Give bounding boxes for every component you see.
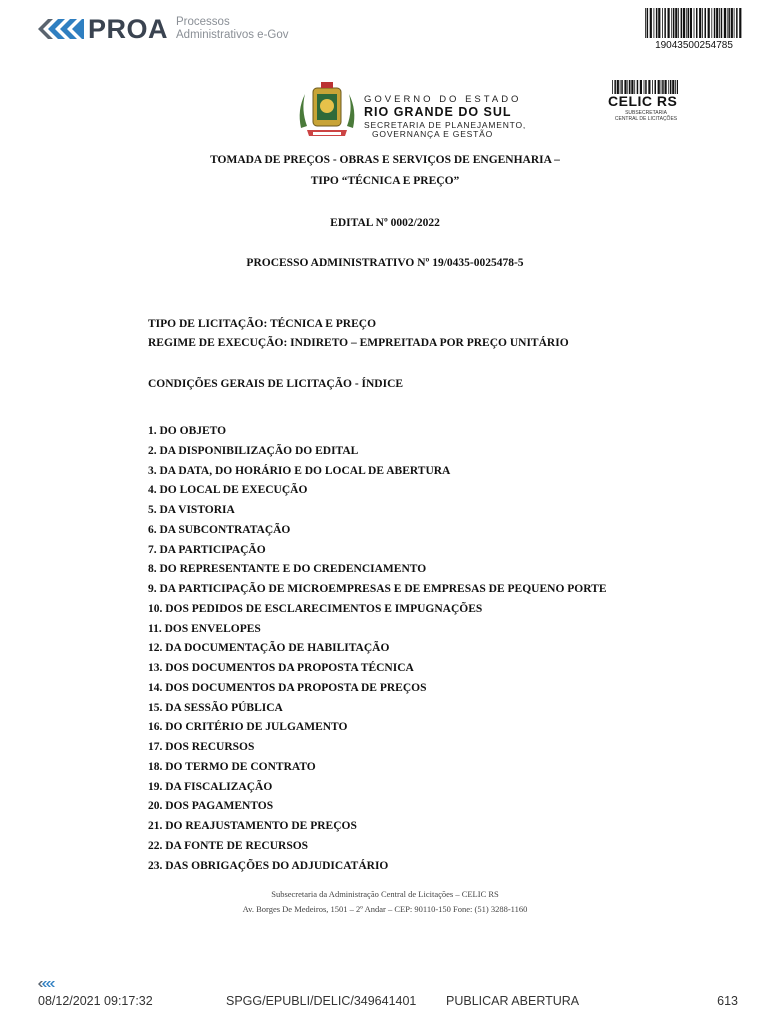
toc-item: 7. DA PARTICIPAÇÃO [148,543,266,556]
rs-crest-icon [295,80,359,142]
toc-item: 13. DOS DOCUMENTOS DA PROPOSTA TÉCNICA [148,662,414,674]
edital-number: EDITAL Nº 0002/2022 [330,217,440,229]
toc-item: 5. DA VISTORIA [148,504,235,516]
toc-item: 11. DOS ENVELOPES [148,622,261,635]
processo-number: PROCESSO ADMINISTRATIVO Nº 19/0435-0025478-5 [246,257,524,269]
toc-item: 15. DA SESSÃO PÚBLICA [148,701,283,714]
toc-item: 2. DA DISPONIBILIZAÇÃO DO EDITAL [148,444,359,457]
gov-line-state: RIO GRANDE DO SUL [364,105,512,119]
toc-item: 6. DA SUBCONTRATAÇÃO [148,523,291,536]
toc-item: 4. DO LOCAL DE EXECUÇÃO [148,484,308,497]
toc-item: 14. DOS DOCUMENTOS DA PROPOSTA DE PREÇOS [148,681,427,694]
toc-item: 18. DO TERMO DE CONTRATO [148,760,316,773]
condicoes-heading: CONDIÇÕES GERAIS DE LICITAÇÃO - ÍNDICE [148,378,404,390]
toc-item: 16. DO CRITÉRIO DE JULGAMENTO [148,721,348,734]
toc-item: 23. DAS OBRIGAÇÕES DO ADJUDICATÁRIO [148,859,389,872]
proa-logo [38,12,289,46]
celic-sub-line2: CENTRAL DE LICITAÇÕES [614,116,678,122]
bottom-action: PUBLICAR ABERTURA [446,994,580,1008]
toc-item: 20. DOS PAGAMENTOS [148,800,274,813]
barcode-icon [645,8,743,38]
toc-item: 12. DA DOCUMENTAÇÃO DE HABILITAÇÃO [148,642,390,655]
proa-subtitle [176,16,288,42]
toc-item: 19. DA FISCALIZAÇÃO [148,780,273,793]
celic-sub-line1: SUBSECRETARIA [625,110,667,116]
toc-item: 8. DO REPRESENTANTE E DO CREDENCIAMENTO [148,563,427,576]
footer-address: Av. Borges De Medeiros, 1501 – 2º Andar – CEP: 90110-150 Fone: (51) 3288-1160 [242,904,528,914]
government-header [364,94,526,139]
proa-chevron-icon [38,16,84,42]
gov-line-secretaria: SECRETARIA DE PLANEJAMENTO, [364,120,527,130]
gov-line-governo: GOVERNO DO ESTADO [364,94,522,105]
toc-item: 10. DOS PEDIDOS DE ESCLARECIMENTOS E IMPUGNAÇÕES [148,602,483,615]
document-title-line2: TIPO “TÉCNICA E PREÇO” [310,175,460,187]
barcode-number: 19043500254785 [655,40,733,51]
tipo-licitacao: TIPO DE LICITAÇÃO: TÉCNICA E PREÇO [148,318,377,330]
gov-line-governanca: GOVERNANÇA E GESTÃO [372,129,494,139]
proa-brand-text: PROA [88,13,169,44]
toc-item: 22. DA FONTE DE RECURSOS [148,839,309,852]
regime-execucao: REGIME DE EXECUÇÃO: INDIRETO – EMPREITADA POR PREÇO UNITÁRIO [148,337,569,349]
celic-subtitle [612,110,680,122]
celic-barcode-icon [612,80,678,94]
toc-item: 3. DA DATA, DO HORÁRIO E DO LOCAL DE ABERTURA [148,464,451,477]
table-of-contents [148,422,606,876]
bottom-document-id: SPGG/EPUBLI/DELIC/349641401 [226,994,417,1008]
celic-logo-text: CELIC RS [608,93,678,109]
bottom-datetime: 08/12/2021 09:17:32 [38,994,153,1008]
toc-item: 21. DO REAJUSTAMENTO DE PREÇOS [148,820,357,832]
proa-subtitle-line2: Administrativos e-Gov [176,29,289,41]
toc-item: 1. DO OBJETO [148,425,227,437]
footer-organization: Subsecretaria da Administração Central de Licitações – CELIC RS [271,889,499,899]
proa-subtitle-line1: Processos [176,16,230,28]
document-title-line1: TOMADA DE PREÇOS - OBRAS E SERVIÇOS DE ENGENHARIA – [210,154,560,166]
proa-small-chevron-icon [38,980,56,988]
toc-item: 17. DOS RECURSOS [148,741,255,753]
toc-item: 9. DA PARTICIPAÇÃO DE MICROEMPRESAS E DE EMPRESAS DE PEQUENO PORTE [148,583,607,595]
bottom-page-number: 613 [717,994,738,1008]
